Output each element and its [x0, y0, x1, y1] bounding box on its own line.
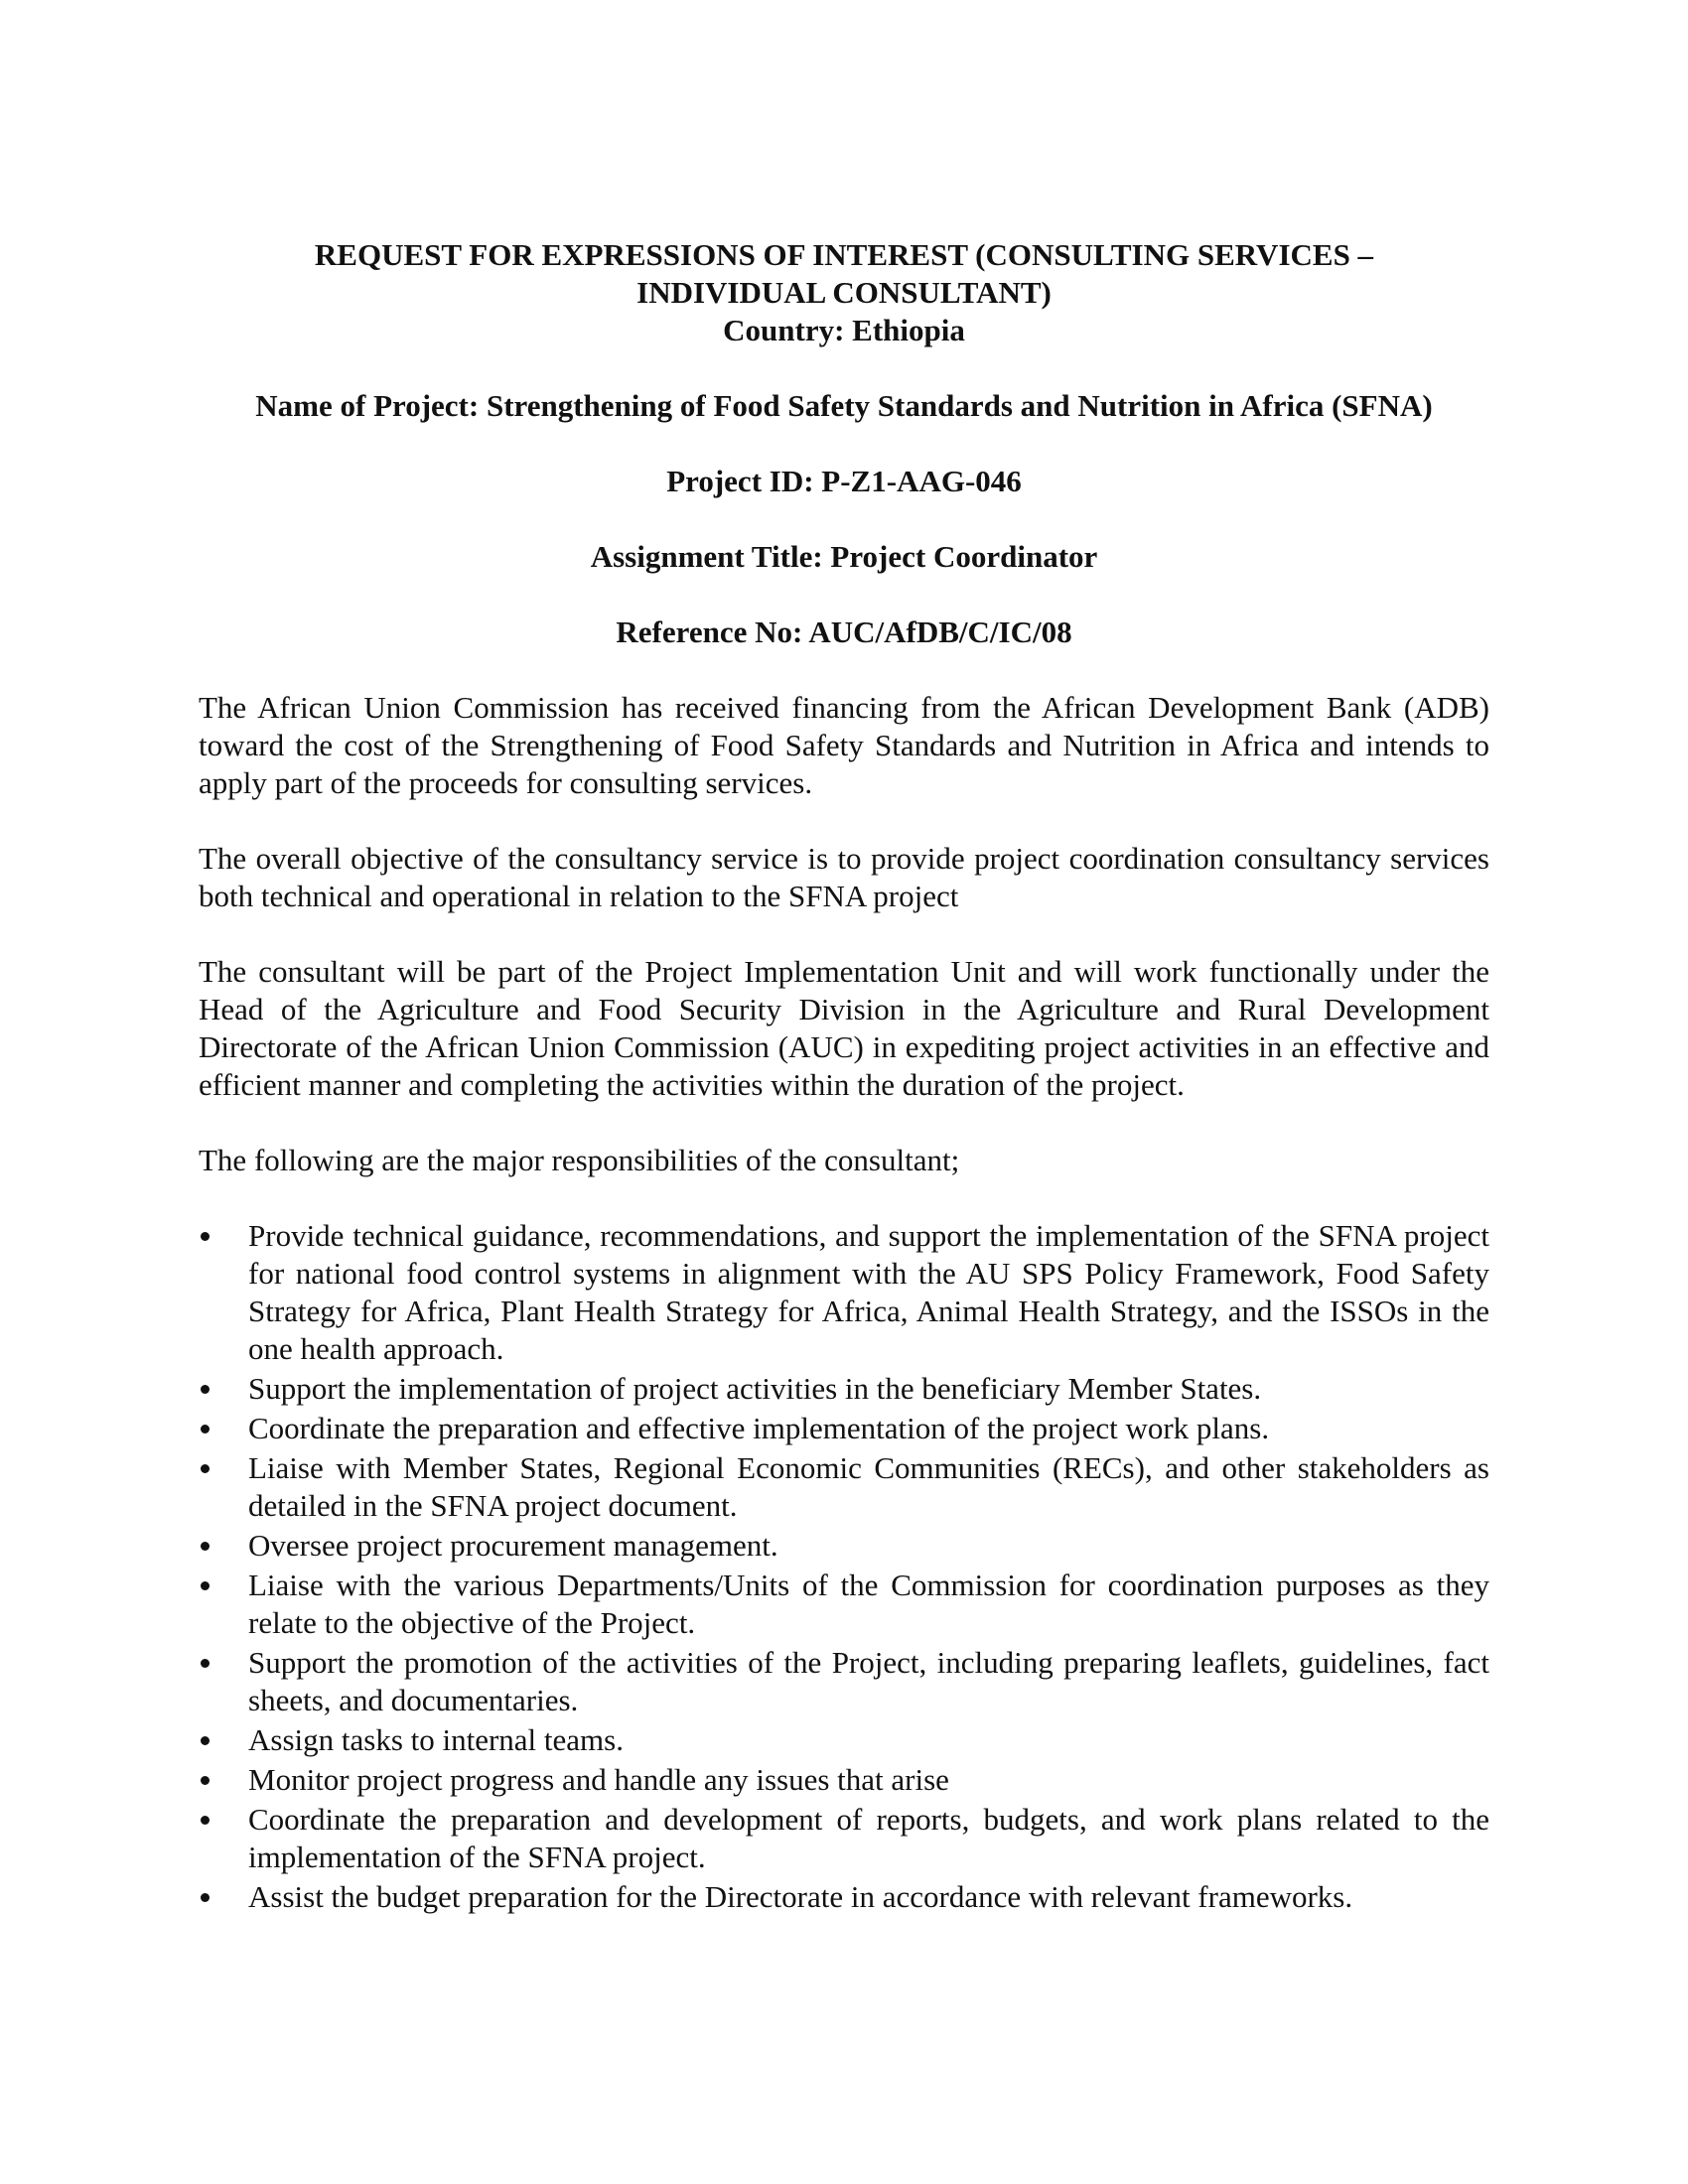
responsibilities-intro: The following are the major responsibilities of the consultant;: [199, 1143, 960, 1177]
list-item: [199, 1449, 1489, 1525]
reporting-paragraph: The consultant will be part of the Project Implementation Unit and will work functionally under the Head of the Agriculture and Food Security Division in the Agriculture and Rural Development Directorate of the African Union Commission (AUC) in expediting project activities in an effective and efficient manner and completing the activities within the duration of the project.: [199, 954, 1489, 1102]
list-item: [199, 1410, 1489, 1447]
document-title-line-2: INDIVIDUAL CONSULTANT): [636, 275, 1052, 310]
title-block: [199, 236, 1489, 349]
assignment-title: Assignment Title: Project Coordinator: [590, 539, 1098, 574]
list-item-text: Support the promotion of the activities of the Project, including preparing leaflets, guidelines, fact sheets, and documentaries.: [248, 1645, 1489, 1717]
list-item-text: Liaise with Member States, Regional Economic Communities (RECs), and other stakeholders as detailed in the SFNA project document.: [248, 1450, 1489, 1523]
list-item: [199, 1801, 1489, 1876]
list-item: [199, 1878, 1489, 1916]
list-item-text: Coordinate the preparation and effective implementation of the project work plans.: [248, 1411, 1270, 1445]
list-item: [199, 1567, 1489, 1642]
project-name: Name of Project: Strengthening of Food Safety Standards and Nutrition in Africa (SFNA): [255, 388, 1433, 423]
list-item: [199, 1721, 1489, 1759]
list-item: [199, 1527, 1489, 1565]
financing-paragraph: The African Union Commission has received financing from the African Development Bank (ADB) toward the cost of the Strengthening of Food Safety Standards and Nutrition in Africa and intends to apply part of the proceeds for consulting services.: [199, 690, 1489, 800]
list-item: [199, 1370, 1489, 1408]
responsibilities-list: [199, 1217, 1489, 1916]
country-label: Country: Ethiopia: [723, 313, 965, 347]
list-item: [199, 1761, 1489, 1799]
list-item-text: Monitor project progress and handle any issues that arise: [248, 1762, 949, 1797]
objective-paragraph: The overall objective of the consultancy service is to provide project coordination consultancy services both technical and operational in relation to the SFNA project: [199, 841, 1489, 913]
document-page: [199, 236, 1489, 1918]
list-item-text: Oversee project procurement management.: [248, 1528, 778, 1563]
list-item-text: Provide technical guidance, recommendations, and support the implementation of the SFNA project for national food control systems in alignment with the AU SPS Policy Framework, Food Safety Strategy for Africa, Plant Health Strategy for Africa, Animal Health Strategy, and the ISSOs in the one health approach.: [248, 1218, 1489, 1366]
document-title-line-1: REQUEST FOR EXPRESSIONS OF INTEREST (CONSULTING SERVICES –: [314, 237, 1374, 272]
list-item-text: Assign tasks to internal teams.: [248, 1722, 624, 1757]
list-item-text: Assist the budget preparation for the Directorate in accordance with relevant frameworks.: [248, 1879, 1353, 1914]
list-item-text: Coordinate the preparation and development of reports, budgets, and work plans related to the implementation of the SFNA project.: [248, 1802, 1489, 1874]
list-item: [199, 1644, 1489, 1719]
list-item-text: Liaise with the various Departments/Units of the Commission for coordination purposes as they relate to the objective of the Project.: [248, 1568, 1489, 1640]
reference-number: Reference No: AUC/AfDB/C/IC/08: [616, 614, 1072, 649]
project-id: Project ID: P-Z1-AAG-046: [666, 464, 1022, 498]
list-item: [199, 1217, 1489, 1368]
list-item-text: Support the implementation of project activities in the beneficiary Member States.: [248, 1371, 1262, 1406]
